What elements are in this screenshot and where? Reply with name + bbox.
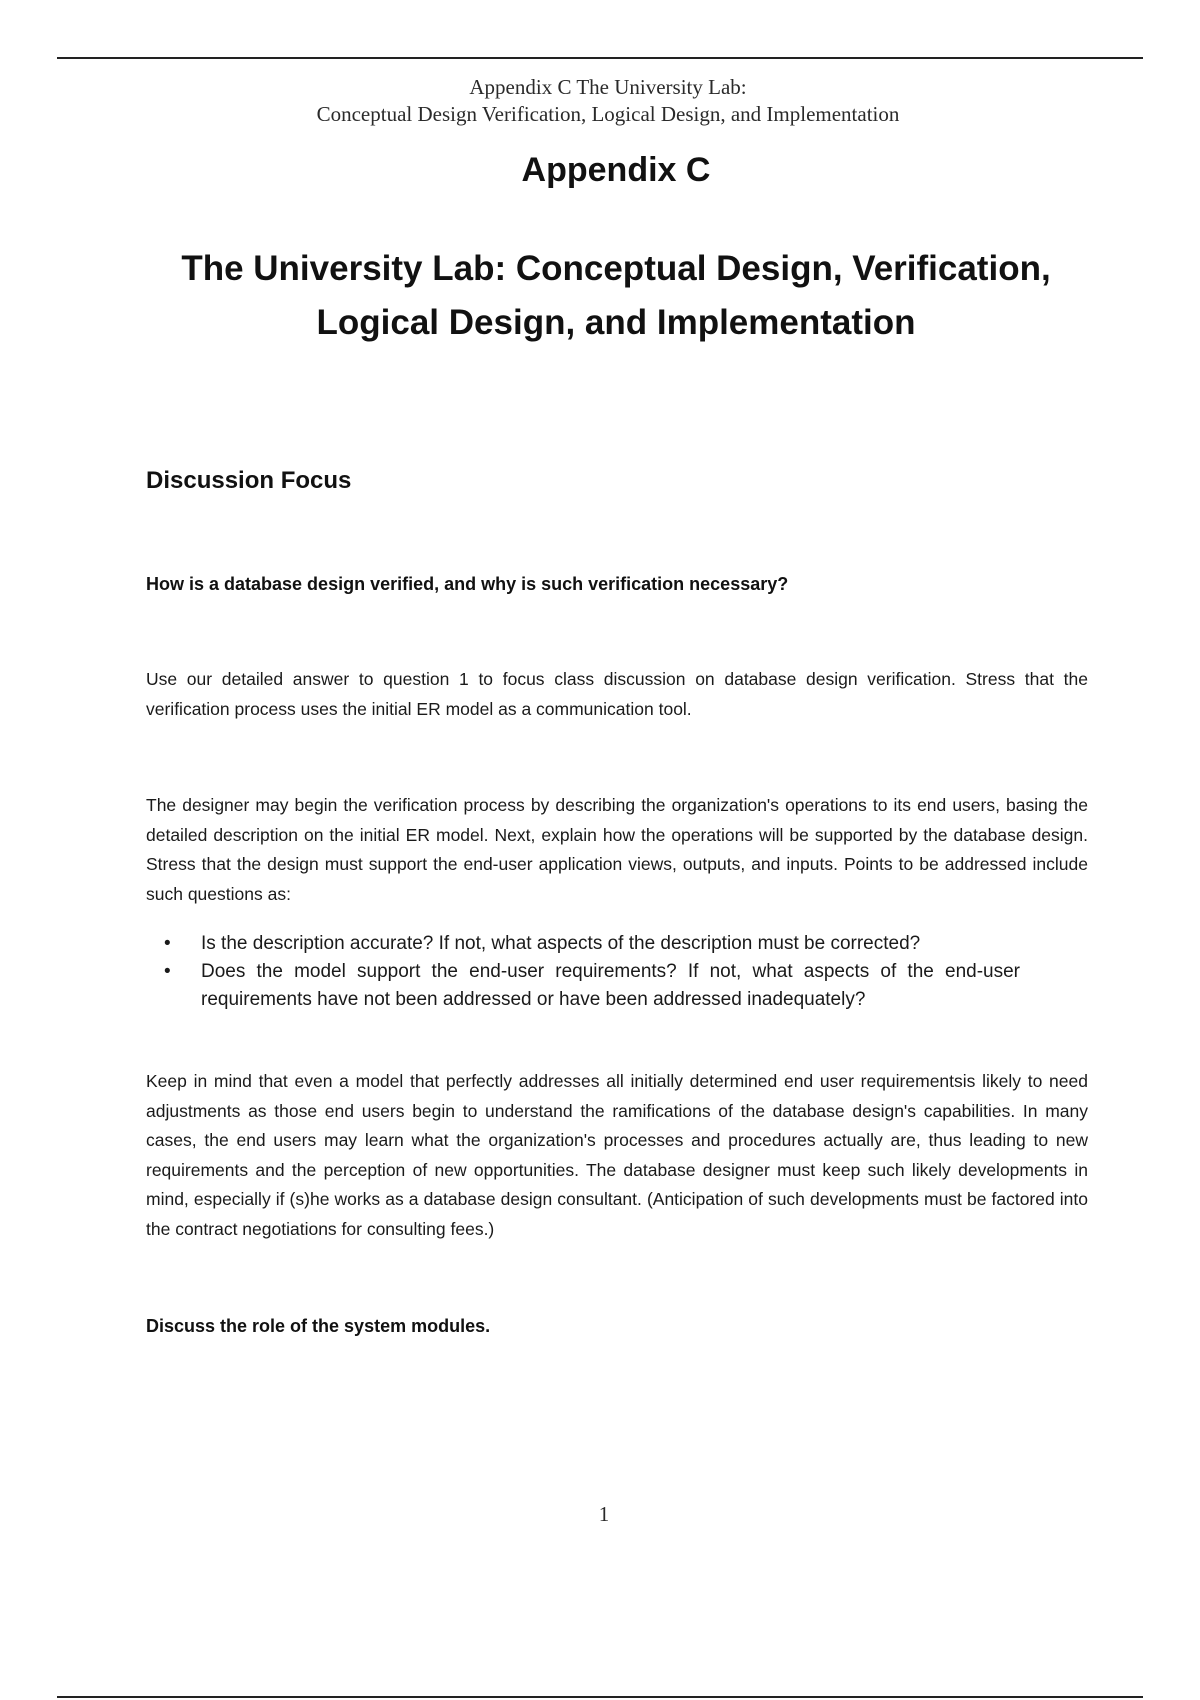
main-title (0, 242, 1200, 350)
appendix-title: Appendix C (521, 151, 711, 189)
list-item (146, 930, 1020, 958)
page-number: 1 (598, 1502, 610, 1526)
section-heading: Discussion Focus (146, 467, 352, 494)
bullet-list (146, 930, 1020, 1014)
top-rule (57, 57, 1143, 59)
paragraph-2: The designer may begin the verification process by describing the organization's operations to its end users, basing the detailed description on the initial ER model. Next, explain how the operations will be supported by the database design. Stress that the design must support the end-user application views, outputs, and inputs. Points to be addressed include such questions as: (146, 795, 1088, 904)
main-title-line-2: Logical Design, and Implementation (316, 303, 916, 342)
paragraph-1: Use our detailed answer to question 1 to focus class discussion on database design verification. Stress that the verification process uses the initial ER model as a communication tool. (146, 669, 1088, 719)
question-1: How is a database design verified, and why is such verification necessary? (146, 574, 789, 594)
list-item (146, 958, 1020, 1014)
list-item-text: Is the description accurate? If not, what aspects of the description must be corrected? (201, 933, 921, 954)
paragraph-3: Keep in mind that even a model that perfectly addresses all initially determined end user requirementsis likely to need adjustments as those end users begin to understand the ramifications of the database design's capabilities. In many cases, the end users may learn what the organization's processes and procedures actually are, thus leading to new requirements and the perception of new opportunities. The database designer must keep such likely developments in mind, especially if (s)he works as a database design consultant. (Anticipation of such developments must be factored into the contract negotiations for consulting fees.) (146, 1071, 1088, 1239)
list-item-text: Does the model support the end-user requirements? If not, what aspects of the end-user requirements have not been addressed or have been addressed inadequately? (201, 961, 1020, 1010)
running-head-line-1: Appendix C The University Lab: (469, 75, 747, 99)
running-head (0, 74, 1200, 128)
running-head-line-2: Conceptual Design Verification, Logical Design, and Implementation (316, 102, 900, 126)
question-2: Discuss the role of the system modules. (146, 1316, 491, 1336)
bottom-rule (57, 1696, 1143, 1698)
bullet-icon: • (164, 933, 171, 954)
main-title-line-1: The University Lab: Conceptual Design, Verification, (181, 249, 1051, 288)
bullet-icon: • (164, 961, 171, 982)
